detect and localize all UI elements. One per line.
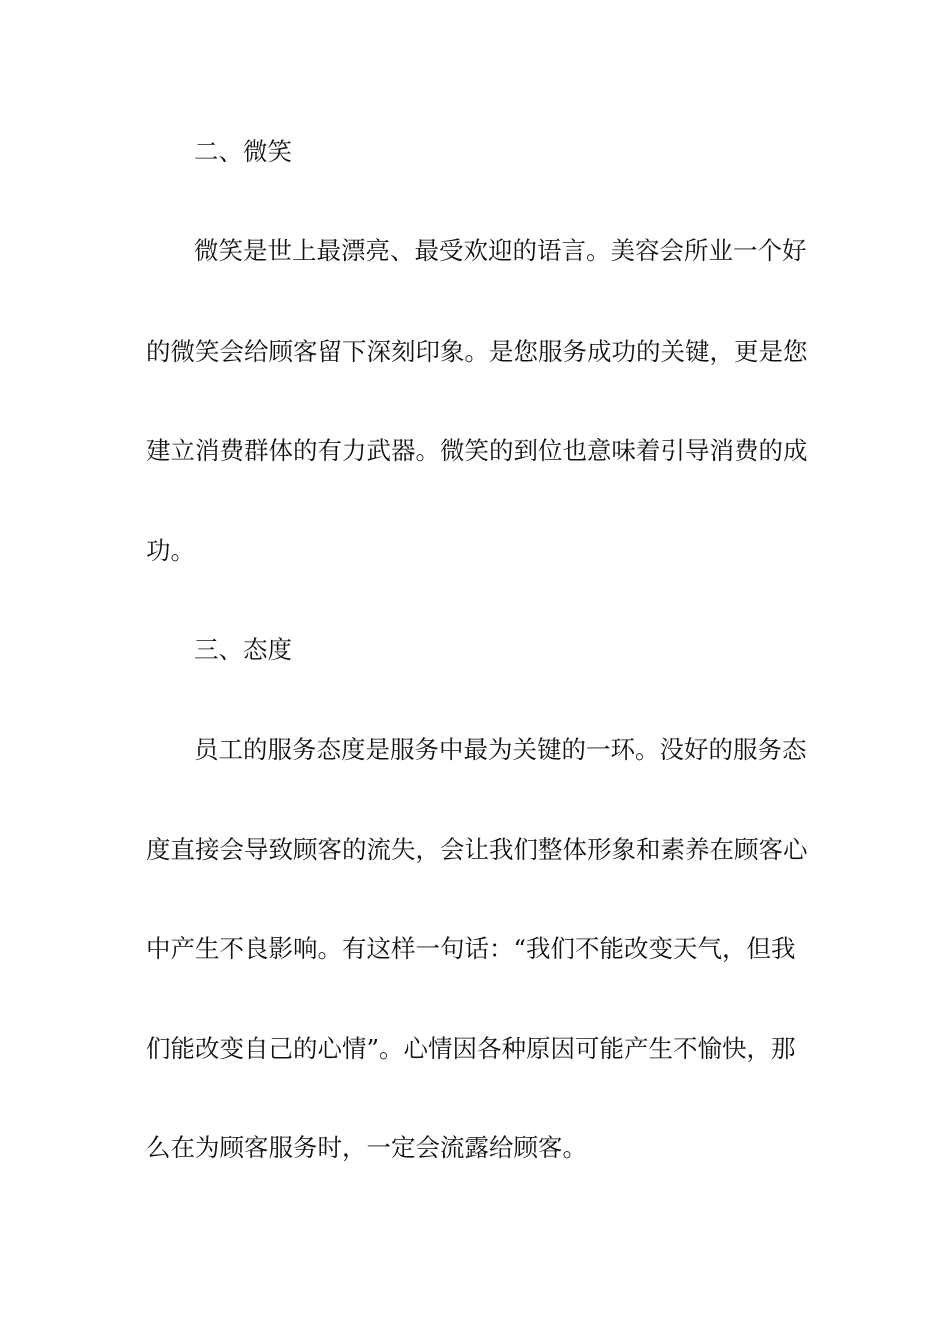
section-heading-smile: 二、微笑 bbox=[194, 137, 292, 166]
paragraph-line: 建立消费群体的有力武器。微笑的到位也意味着引导消费的成 bbox=[146, 436, 808, 465]
paragraph-line: 么在为顾客服务时，一定会流露给顾客。 bbox=[146, 1133, 587, 1162]
paragraph-line: 功。 bbox=[146, 536, 195, 565]
paragraph-line: 们能改变自己的心情”。心情因各种原因可能产生不愉快，那 bbox=[146, 1034, 796, 1063]
paragraph-line: 度直接会导致顾客的流失，会让我们整体形象和素养在顾客心 bbox=[146, 835, 808, 864]
paragraph-line: 的微笑会给顾客留下深刻印象。是您服务成功的关键，更是您 bbox=[146, 337, 808, 366]
paragraph-line: 员工的服务态度是服务中最为关键的一环。没好的服务态 bbox=[194, 735, 807, 764]
section-heading-attitude: 三、态度 bbox=[194, 635, 292, 664]
paragraph-line: 中产生不良影响。有这样一句话：“我们不能改变天气，但我 bbox=[146, 934, 796, 963]
paragraph-line: 微笑是世上最漂亮、最受欢迎的语言。美容会所业一个好 bbox=[194, 236, 807, 265]
